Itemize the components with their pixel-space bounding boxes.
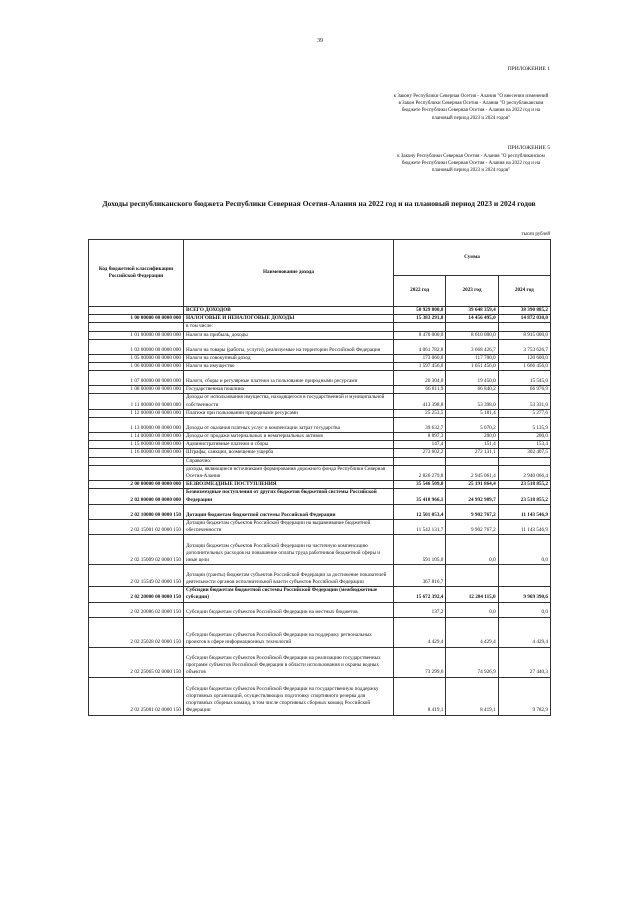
row-value-2024: 9 969 390,6	[498, 587, 550, 602]
row-name: Субсидии бюджетам субъектов Российской Федерации на поддержку региональных проектов в сфере информационных технологий	[184, 617, 394, 647]
row-value-2023: 0,0	[446, 602, 498, 617]
table-row	[89, 331, 551, 339]
revenue-table	[88, 239, 551, 716]
row-name: Субсидии бюджетам субъектов Российской Федерации на реализацию государственных программ субъектов Российской Федерации в области использования и охраны водных объектов	[184, 647, 394, 677]
appendix5-title: ПРИЛОЖЕНИЕ 5	[507, 145, 550, 151]
row-value-2022	[394, 457, 446, 465]
row-code: 2 02 20000 00 0000 150	[89, 587, 184, 602]
row-value-2024: 11 143 546,9	[498, 504, 550, 519]
row-name: Доходы от использования имущества, находящегося в государственной и муниципальной собственности	[184, 394, 394, 409]
row-value-2022: 367 816,7	[394, 565, 446, 587]
row-value-2024: 5 277,6	[498, 409, 550, 417]
row-value-2023: 5 070,2	[446, 418, 498, 433]
table-row	[89, 489, 551, 504]
row-code: 1 07 00000 00 0000 000	[89, 371, 184, 386]
row-code	[89, 465, 184, 480]
row-value-2022: 39 632,7	[394, 418, 446, 433]
row-name: Безвозмездные поступления от других бюджетов бюджетной системы Российской Федерации	[184, 489, 394, 504]
row-value-2023: 4 429,4	[446, 617, 498, 647]
row-name: НАЛОГОВЫЕ И НЕНАЛОГОВЫЕ ДОХОДЫ	[184, 315, 394, 323]
row-value-2023: 3 668 426,7	[446, 339, 498, 354]
row-name: Налоги на имущество	[184, 363, 394, 371]
row-value-2023: 151,4	[446, 441, 498, 449]
row-value-2022: 15 383 291,8	[394, 315, 446, 323]
row-value-2023: 272 131,1	[446, 449, 498, 457]
header-2022: 2022 год	[394, 276, 446, 307]
row-name: Штрафы, санкции, возмещение ущерба	[184, 449, 394, 457]
row-name: Налоги на товары (работы, услуги), реализуемые на территории Российской Федерации	[184, 339, 394, 354]
row-value-2023: 117 700,0	[446, 354, 498, 362]
row-name: БЕЗВОЗМЕЗДНЫЕ ПОСТУПЛЕНИЯ	[184, 481, 394, 489]
row-value-2022: 15 672 392,4	[394, 587, 446, 602]
table-row	[89, 465, 551, 480]
appendix5-text: к Закону Республики Северная Осетия - Алания "О республиканском бюджете Республики Северная Осетия - Алания на 2022 год и на плановый период 2023 и 2024 годов"	[397, 154, 545, 174]
row-value-2022: 25 253,5	[394, 409, 446, 417]
row-code	[89, 323, 184, 331]
row-value-2022: 8 419,1	[394, 677, 446, 715]
table-row	[89, 441, 551, 449]
row-code: 1 12 00000 00 0000 000	[89, 409, 184, 417]
row-value-2024	[498, 565, 550, 587]
row-value-2022: 35 418 966,1	[394, 489, 446, 504]
row-value-2024: 27 440,3	[498, 647, 550, 677]
row-value-2024: 153,4	[498, 441, 550, 449]
row-code: 2 02 00000 00 0000 000	[89, 489, 184, 504]
row-name: Налоги на совокупный доход	[184, 354, 394, 362]
row-value-2024	[498, 457, 550, 465]
row-code: 2 02 25028 02 0000 150	[89, 617, 184, 647]
row-value-2023: 2 945 061,4	[446, 465, 498, 480]
row-value-2024: 66 976,9	[498, 386, 550, 394]
row-name: Государственная пошлина	[184, 386, 394, 394]
table-row	[89, 647, 551, 677]
row-code: 2 02 15009 02 0000 150	[89, 535, 184, 565]
row-value-2022: 4 429,4	[394, 617, 446, 647]
row-value-2022: 20 304,0	[394, 371, 446, 386]
table-row	[89, 481, 551, 489]
row-value-2024: 1 666 456,0	[498, 363, 550, 371]
row-value-2022: 2 826 279,8	[394, 465, 446, 480]
row-name: Налоги на прибыль, доходы	[184, 331, 394, 339]
table-row	[89, 433, 551, 441]
table-row	[89, 418, 551, 433]
row-code: 1 13 00000 00 0000 000	[89, 418, 184, 433]
table-row	[89, 339, 551, 354]
table-row	[89, 394, 551, 409]
row-value-2022: 11 542 131,7	[394, 519, 446, 534]
header-2023: 2023 год	[446, 276, 498, 307]
row-value-2024: 0,0	[498, 535, 550, 565]
row-name: Платежи при пользовании природными ресурсами	[184, 409, 394, 417]
row-value-2023: 9 902 767,2	[446, 519, 498, 534]
row-value-2023: 200,0	[446, 433, 498, 441]
table-row	[89, 409, 551, 417]
table-row	[89, 457, 551, 465]
row-code: 1 03 00000 00 0000 000	[89, 339, 184, 354]
table-row	[89, 363, 551, 371]
header-code: Код бюджетной классификации Российской Федерации	[89, 240, 184, 307]
table-row	[89, 519, 551, 534]
row-code: 1 15 00000 00 0000 000	[89, 441, 184, 449]
appendix1-text: к Закону Республики Северная Осетия - Алания "О внесении изменений в Закон Республики Северная Осетия - Алания "О республиканском бюджете Республики Северная Осетия - Алания на 2022 год и на плановый период 2023 и 2024 годов"	[393, 94, 549, 121]
row-value-2024: 53 331,0	[498, 394, 550, 409]
row-name: в том числе:	[184, 323, 394, 331]
table-row	[89, 323, 551, 331]
row-value-2024: 11 143 546,9	[498, 519, 550, 534]
row-value-2023	[446, 457, 498, 465]
header-name: Наименование дохода	[184, 240, 394, 307]
row-value-2022: 413 398,8	[394, 394, 446, 409]
row-value-2024: 8 915 000,0	[498, 331, 550, 339]
row-name: Дотации (гранты) бюджетам субъектов Российской Федерации за достижение показателей деятельности органов исполнительной власти субъектов Российской Федерации	[184, 565, 394, 587]
row-value-2023: 8 610 000,0	[446, 331, 498, 339]
row-value-2022: 4 061 782,8	[394, 339, 446, 354]
row-value-2022: 73 299,6	[394, 647, 446, 677]
row-value-2023: 8 419,1	[446, 677, 498, 715]
row-value-2023: 39 648 359,4	[446, 307, 498, 315]
row-name: Дотации бюджетам субъектов Российской Федерации на выравнивание бюджетной обеспеченности	[184, 519, 394, 534]
row-code: 2 02 10000 00 0000 150	[89, 504, 184, 519]
table-row	[89, 315, 551, 323]
row-value-2022: 591 105,0	[394, 535, 446, 565]
document-title: Доходы республиканского бюджета Республики Северная Осетия-Алания на 2022 год и на плановый период 2023 и 2024 годов	[102, 199, 536, 208]
row-name: Дотации бюджетам субъектов Российской Федерации на частичную компенсацию дополнительных расходов на повышение оплаты труда работников бюджетной сферы и иные цели	[184, 535, 394, 565]
row-code: 2 02 25081 02 0000 150	[89, 677, 184, 715]
table-row	[89, 565, 551, 587]
row-value-2023: 19 450,0	[446, 371, 498, 386]
row-value-2023: 5 181,4	[446, 409, 498, 417]
row-value-2022: 8 470 000,0	[394, 331, 446, 339]
row-value-2023	[446, 565, 498, 587]
row-value-2023: 24 992 989,7	[446, 489, 498, 504]
row-code	[89, 307, 184, 315]
row-code: 1 05 00000 00 0000 000	[89, 354, 184, 362]
row-value-2022	[394, 323, 446, 331]
table-row	[89, 587, 551, 602]
row-code: 2 02 15001 02 0000 150	[89, 519, 184, 534]
row-value-2024: 23 518 855,2	[498, 481, 550, 489]
row-value-2024: 0,0	[498, 602, 550, 617]
table-row	[89, 504, 551, 519]
row-value-2022: 273 602,2	[394, 449, 446, 457]
row-name: доходы, являющиеся источниками формирования дорожного фонда Республики Северная Осетия-Алания	[184, 465, 394, 480]
row-code: 1 11 00000 00 0000 000	[89, 394, 184, 409]
row-value-2023: 53 398,0	[446, 394, 498, 409]
row-value-2024: 302 407,5	[498, 449, 550, 457]
row-name: Дотации бюджетам бюджетной системы Российской Федерации	[184, 504, 394, 519]
table-row	[89, 602, 551, 617]
row-code: 1 06 00000 00 0000 000	[89, 363, 184, 371]
row-name: Налоги, сборы и регулярные платежи за пользование природными ресурсами	[184, 371, 394, 386]
row-value-2023: 14 456 495,0	[446, 315, 498, 323]
row-value-2024: 5 135,9	[498, 418, 550, 433]
row-code: 2 02 25065 02 0000 150	[89, 647, 184, 677]
row-value-2023: 12 204 115,0	[446, 587, 498, 602]
row-value-2023: 66 840,2	[446, 386, 498, 394]
row-name: Субсидии бюджетам бюджетной системы Российской Федерации (межбюджетные субсидии)	[184, 587, 394, 602]
row-value-2022: 137,2	[394, 602, 446, 617]
row-code: 2 02 20086 02 0000 150	[89, 602, 184, 617]
table-row	[89, 677, 551, 715]
table-row	[89, 354, 551, 362]
row-value-2023: 0,0	[446, 535, 498, 565]
row-value-2024: 120 600,0	[498, 354, 550, 362]
row-value-2022: 8 897,3	[394, 433, 446, 441]
table-row	[89, 535, 551, 565]
row-code: 1 16 00000 00 0000 000	[89, 449, 184, 457]
page-number: 39	[317, 38, 323, 44]
row-value-2024: 200,0	[498, 433, 550, 441]
row-value-2024: 23 518 855,2	[498, 489, 550, 504]
row-value-2024: 14 872 030,0	[498, 315, 550, 323]
row-value-2022: 50 929 800,8	[394, 307, 446, 315]
row-value-2022: 147,4	[394, 441, 446, 449]
row-value-2024: 2 940 066,4	[498, 465, 550, 480]
row-value-2024: 3 753 626,7	[498, 339, 550, 354]
row-name: Субсидии бюджетам субъектов Российской Федерации на местных бюджетов	[184, 602, 394, 617]
row-value-2023: 9 902 767,2	[446, 504, 498, 519]
table-row	[89, 386, 551, 394]
row-name: ВСЕГО ДОХОДОВ	[184, 307, 394, 315]
unit-label: тысяч рублей	[521, 232, 550, 237]
row-value-2022: 173 060,0	[394, 354, 446, 362]
table-row	[89, 449, 551, 457]
row-value-2024: 38 390 885,2	[498, 307, 550, 315]
header-sum: Сумма	[394, 240, 551, 276]
row-value-2023: 1 651 456,0	[446, 363, 498, 371]
row-code: 1 08 00000 00 0000 000	[89, 386, 184, 394]
row-code: 1 14 00000 00 0000 000	[89, 433, 184, 441]
row-code: 2 02 15549 02 0000 150	[89, 565, 184, 587]
table-row	[89, 307, 551, 315]
row-name: Субсидии бюджетам субъектов Российской Федерации на государственную поддержку спортивных организаций, осуществляющих подготовку спортивного резерва для спортивных сборных команд, в том числе спортивных сборных команд Российской Федерации	[184, 677, 394, 715]
row-code: 1 00 00000 00 0000 000	[89, 315, 184, 323]
table-row	[89, 371, 551, 386]
row-name: Доходы от продажи материальных и нематериальных активов	[184, 433, 394, 441]
row-code: 2 00 00000 00 0000 000	[89, 481, 184, 489]
row-value-2024	[498, 323, 550, 331]
row-code: 1 01 00000 00 0000 000	[89, 331, 184, 339]
row-value-2024: 9 782,9	[498, 677, 550, 715]
row-value-2023: 25 191 864,4	[446, 481, 498, 489]
row-name: Доходы от оказания платных услуг и компенсации затрат государства	[184, 418, 394, 433]
row-value-2022: 66 811,9	[394, 386, 446, 394]
row-value-2024: 15 545,0	[498, 371, 550, 386]
header-2024: 2024 год	[498, 276, 550, 307]
row-value-2022: 35 546 509,0	[394, 481, 446, 489]
table-row	[89, 617, 551, 647]
row-value-2022: 12 501 053,4	[394, 504, 446, 519]
row-value-2023	[446, 323, 498, 331]
row-value-2023: 74 926,9	[446, 647, 498, 677]
appendix1-title: ПРИЛОЖЕНИЕ 1	[507, 66, 550, 72]
row-name: Справочно:	[184, 457, 394, 465]
row-code	[89, 457, 184, 465]
row-value-2022: 1 597 456,0	[394, 363, 446, 371]
row-name: Административные платежи и сборы	[184, 441, 394, 449]
row-value-2024: 4 429,4	[498, 617, 550, 647]
